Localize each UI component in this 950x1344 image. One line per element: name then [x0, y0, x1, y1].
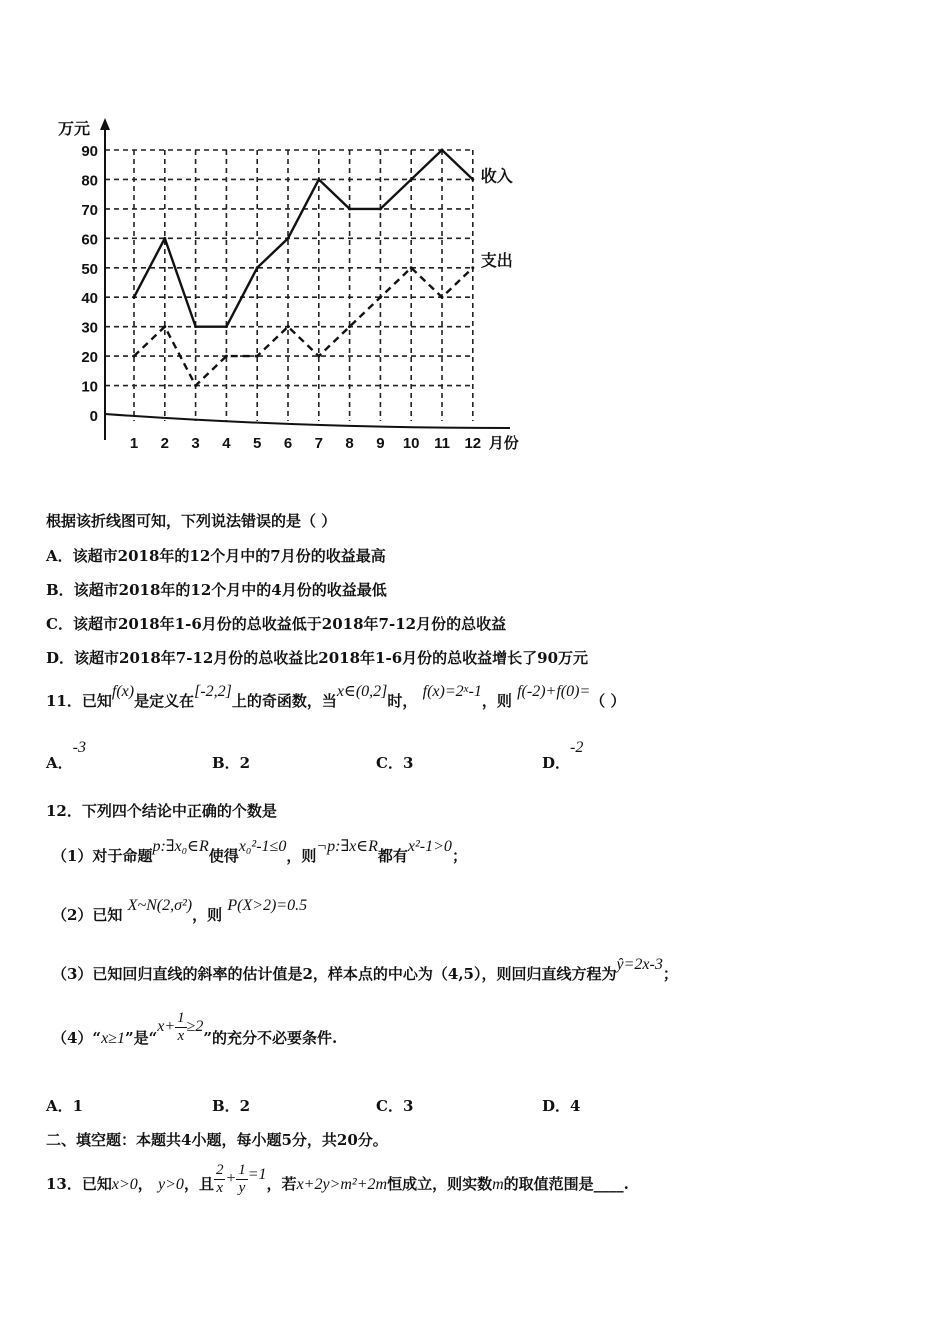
- q12-statement-4: （4）“x≥1”是“x+ $\frac{1}{x}$ ≥2”的充分不必要条件.: [52, 1009, 338, 1047]
- y-tick-label: 0: [89, 408, 98, 425]
- q12-stem: 12．下列四个结论中正确的个数是: [46, 802, 277, 820]
- q10-stem: 根据该折线图可知，下列说法错误的是（ ）: [46, 512, 337, 530]
- data-point: [410, 266, 413, 269]
- q10-option-a: A．该超市2018年的12个月中的7月份的收益最高: [46, 547, 386, 565]
- data-point: [441, 149, 444, 152]
- data-point: [379, 207, 382, 210]
- data-point: [194, 384, 197, 387]
- data-point: [256, 266, 259, 269]
- data-point: [133, 296, 136, 299]
- y-tick-label: 30: [81, 319, 98, 337]
- data-point: [348, 325, 351, 328]
- x-tick-label: 11: [434, 435, 450, 452]
- q12-option-d: D．4: [542, 1097, 581, 1115]
- y-tick-label: 90: [81, 143, 98, 160]
- x-tick-label: 6: [283, 435, 293, 452]
- x-tick-label: 4: [222, 435, 231, 452]
- data-point: [256, 355, 259, 358]
- q10-option-d: D．该超市2018年7-12月份的总收益比2018年1-6月份的总收益增长了90万元: [46, 649, 589, 667]
- data-point: [317, 355, 320, 358]
- data-point: [163, 237, 166, 240]
- q11-option-d: D．-2: [542, 739, 584, 772]
- q12-option-a: A．1: [46, 1097, 84, 1115]
- y-tick-label: 80: [81, 172, 98, 190]
- data-point: [194, 325, 197, 328]
- x-tick-label: 9: [376, 435, 385, 452]
- q11-option-a: A．-3: [46, 739, 86, 772]
- data-point: [348, 207, 351, 210]
- q12-statement-3: （3）已知回归直线的斜率的估计值是2，样本点的中心为（4,5），则回归直线方程为ŷ=2x-3；: [52, 956, 678, 983]
- q10-option-b: B．该超市2018年的12个月中的4月份的收益最低: [46, 581, 387, 599]
- y-tick-label: 10: [81, 378, 98, 396]
- data-point: [410, 178, 413, 181]
- x-tick-label: 7: [314, 435, 323, 452]
- y-tick-label: 50: [81, 260, 98, 278]
- data-point: [287, 237, 290, 240]
- x-tick-label: 8: [345, 435, 354, 452]
- y-tick-label: 40: [81, 290, 98, 308]
- data-point: [163, 325, 166, 328]
- data-point: [225, 325, 228, 328]
- series-label: 支出: [480, 252, 513, 270]
- chart-grid: [105, 150, 473, 421]
- x-tick-label: 12: [464, 435, 482, 452]
- y-tick-label: 70: [81, 201, 98, 219]
- x-tick-label: 5: [253, 435, 262, 452]
- q10-option-c: C．该超市2018年1-6月份的总收益低于2018年7-12月份的总收益: [46, 615, 507, 633]
- income-expense-line-chart: [40, 110, 550, 470]
- data-point: [471, 266, 474, 269]
- x-tick-label: 2: [160, 435, 169, 452]
- data-point: [133, 355, 136, 358]
- section-2-heading: 二、填空题：本题共4小题，每小题5分，共20分。: [46, 1131, 388, 1149]
- data-point: [441, 296, 444, 299]
- data-point: [471, 178, 474, 181]
- q11-option-c: C．3: [376, 754, 414, 772]
- y-tick-label: 60: [81, 231, 98, 249]
- q12-statement-2: （2）已知 X~N(2,σ²)，则 P(X>2)=0.5: [52, 897, 308, 924]
- q11-stem: 11．已知f(x)是定义在[-2,2]上的奇函数，当x∈(0,2]时， $f(x)=2^x-1$，则 f(-2)+f(0)=（ ）: [46, 683, 626, 710]
- y-axis-label: 万元: [58, 121, 91, 138]
- data-point: [287, 325, 290, 328]
- x-axis-label: 月份: [488, 435, 519, 452]
- data-point: [317, 178, 320, 181]
- chart-ticks: [81, 143, 519, 452]
- x-axis: [105, 414, 510, 428]
- series-label: 收入: [480, 168, 513, 186]
- x-tick-label: 10: [402, 435, 420, 452]
- q11-option-b: B．2: [212, 754, 251, 772]
- y-tick-label: 20: [81, 349, 98, 367]
- x-tick-label: 1: [129, 435, 139, 452]
- q12-option-b: B．2: [212, 1097, 251, 1115]
- y-axis-arrow: [100, 118, 110, 130]
- q13-stem: 13．已知x>0， y>0，且 $\frac{2}{x}$ + $\frac{1}{y}$ =1，若x+2y>m²+2m恒成立，则实数m的取值范围是____.: [46, 1161, 629, 1196]
- x-tick-label: 3: [191, 435, 200, 452]
- data-point: [379, 296, 382, 299]
- q12-option-c: C．3: [376, 1097, 414, 1115]
- data-point: [225, 355, 228, 358]
- q12-statement-1: （1）对于命题p:∃x₀∈R使得x₀²-1≤0，则¬p:∃x∈R都有x²-1>0；: [52, 838, 467, 865]
